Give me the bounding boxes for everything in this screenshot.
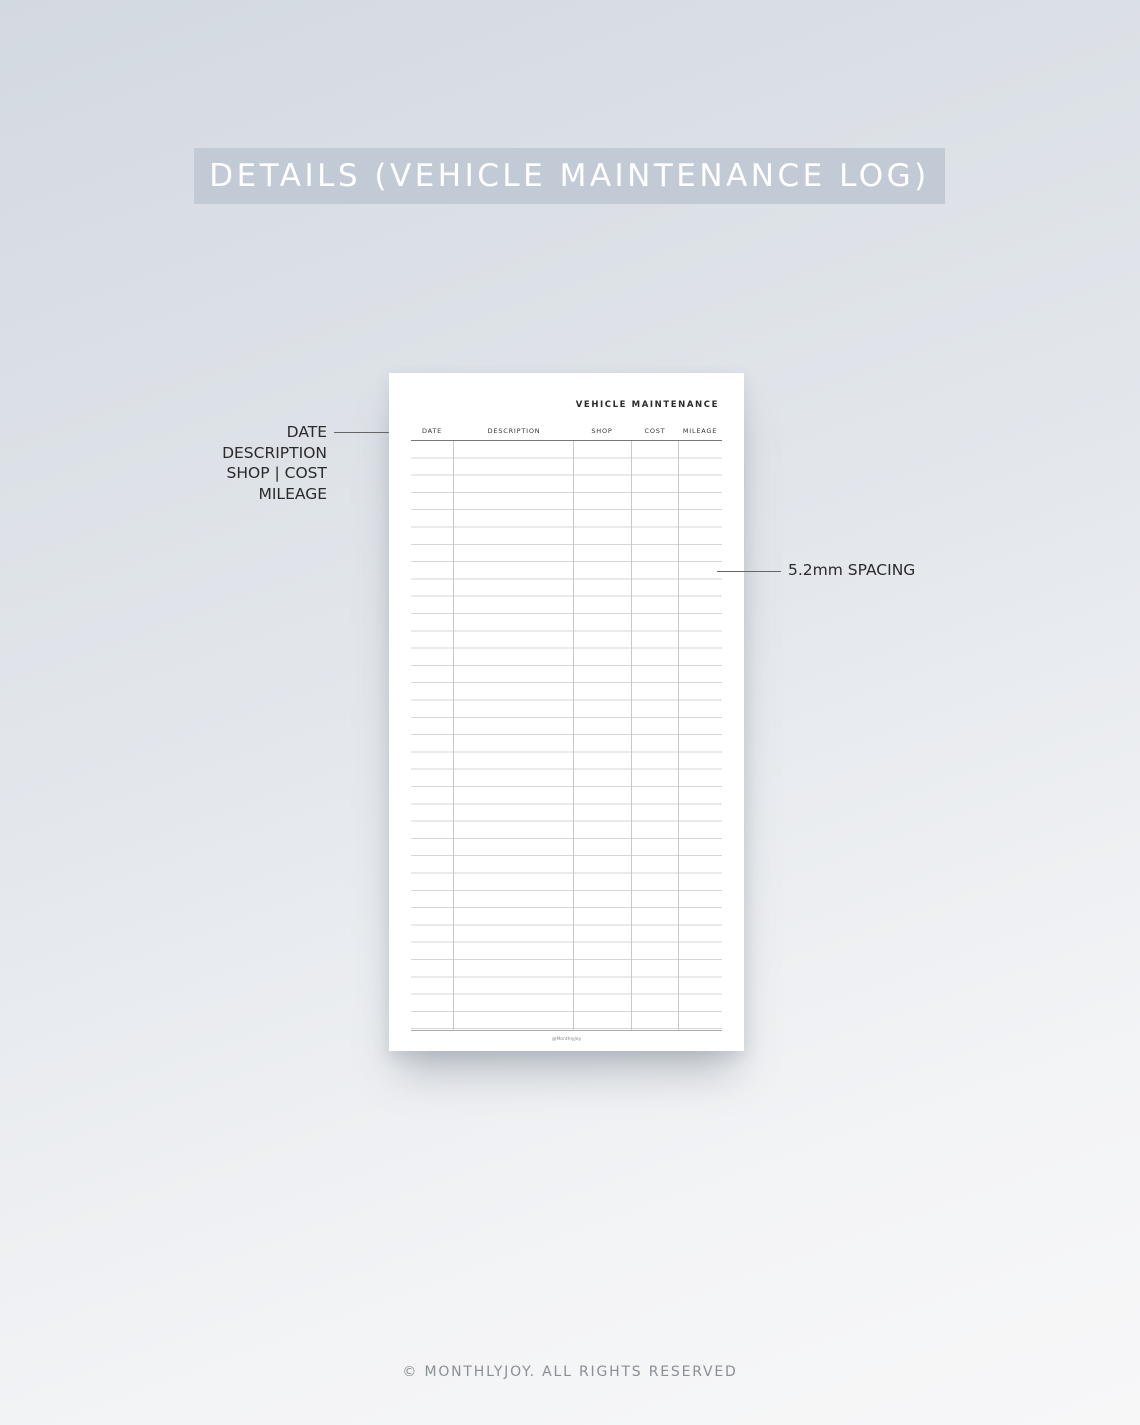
column-header-date: DATE — [421, 427, 443, 435]
column-header-description: DESCRIPTION — [487, 427, 541, 435]
callout-line: DATE — [286, 423, 327, 441]
column-divider — [453, 441, 454, 1030]
sheet-title: VEHICLE MAINTENANCE — [575, 400, 719, 410]
spacing-callout: 5.2mm SPACING — [788, 561, 916, 579]
planner-sheet — [389, 373, 744, 1051]
column-divider — [573, 441, 574, 1030]
banner-title: DETAILS (VEHICLE MAINTENANCE LOG) — [209, 158, 930, 194]
callout-line: SHOP | COST — [226, 464, 327, 482]
column-header-shop: SHOP — [591, 427, 613, 435]
column-divider — [678, 441, 679, 1030]
callout-line: MILEAGE — [258, 484, 327, 503]
title-banner — [194, 148, 945, 204]
callout-line: DESCRIPTION — [222, 443, 327, 462]
spacing-leader-line — [717, 571, 781, 572]
copyright-notice: © MONTHLYJOY. ALL RIGHTS RESERVED — [402, 1364, 738, 1380]
column-divider — [631, 441, 632, 1030]
sheet-footer: @MonthlyJoy — [551, 1037, 582, 1042]
log-grid — [411, 440, 722, 1031]
column-header-cost: COST — [644, 427, 666, 435]
column-header-mileage: MILEAGE — [682, 427, 718, 435]
columns-callout — [222, 422, 327, 504]
